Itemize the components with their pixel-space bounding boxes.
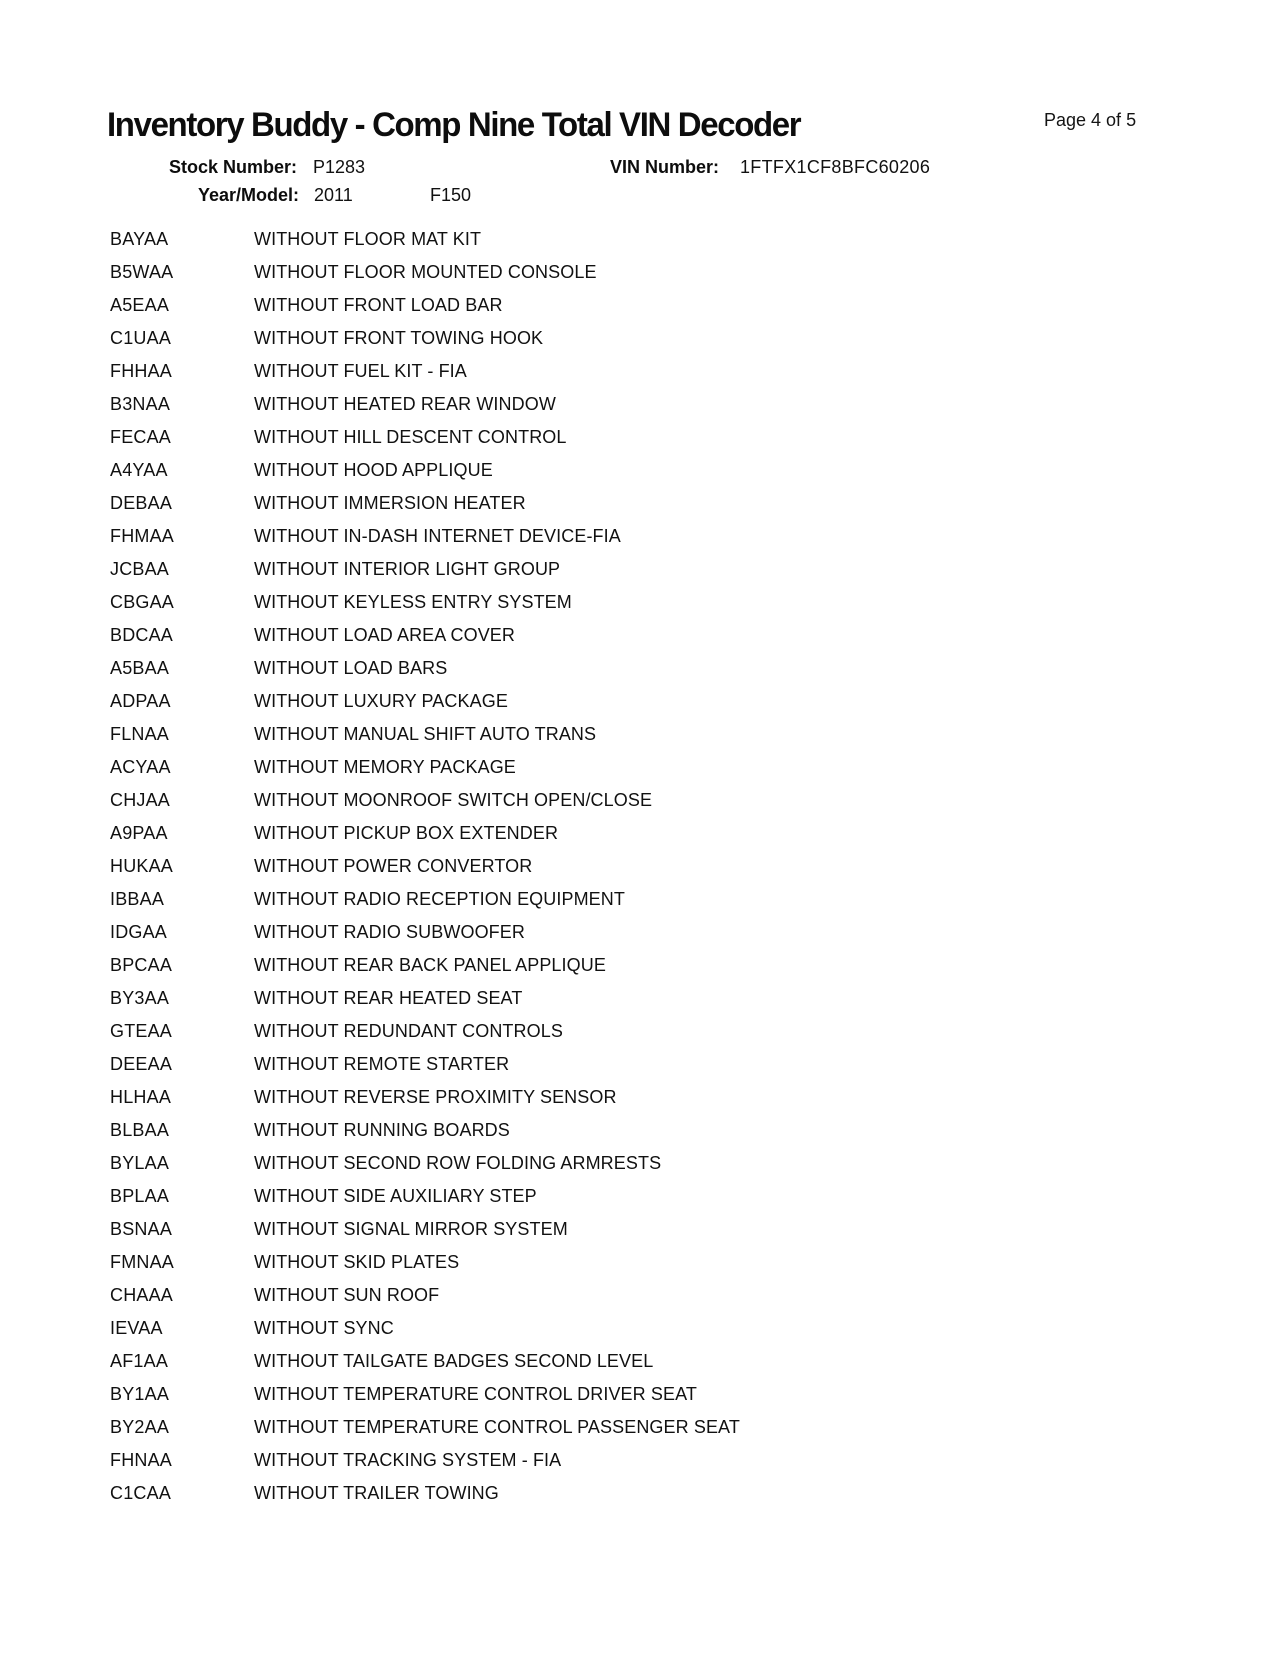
option-row <box>0 1477 1280 1510</box>
option-description: WITHOUT HILL DESCENT CONTROL <box>254 427 567 447</box>
option-code: AF1AA <box>110 1351 169 1371</box>
option-code: FECAA <box>110 427 172 447</box>
option-code: A9PAA <box>110 823 168 843</box>
option-code: GTEAA <box>110 1021 173 1041</box>
option-row <box>0 751 1280 784</box>
option-code: IDGAA <box>110 922 168 942</box>
option-description: WITHOUT TRACKING SYSTEM - FIA <box>254 1450 562 1470</box>
option-row <box>0 883 1280 916</box>
option-code: C1UAA <box>110 328 172 348</box>
option-row <box>0 1081 1280 1114</box>
model-value: F150 <box>430 185 472 205</box>
option-row <box>0 982 1280 1015</box>
option-description: WITHOUT SIDE AUXILIARY STEP <box>254 1186 537 1206</box>
option-row <box>0 520 1280 553</box>
option-description: WITHOUT TRAILER TOWING <box>254 1483 499 1503</box>
option-description: WITHOUT RUNNING BOARDS <box>254 1120 510 1140</box>
option-description: WITHOUT PICKUP BOX EXTENDER <box>254 823 559 843</box>
option-description: WITHOUT FUEL KIT - FIA <box>254 361 467 381</box>
option-description: WITHOUT SYNC <box>254 1318 394 1338</box>
option-code: BDCAA <box>110 625 174 645</box>
stock-number-value: P1283 <box>313 157 366 177</box>
option-row <box>0 916 1280 949</box>
option-description: WITHOUT LOAD AREA COVER <box>254 625 516 645</box>
option-description: WITHOUT FLOOR MOUNTED CONSOLE <box>254 262 597 282</box>
option-code: FHHAA <box>110 361 173 381</box>
year-model-label: Year/Model: <box>197 185 299 205</box>
option-description: WITHOUT RADIO SUBWOOFER <box>254 922 525 942</box>
option-row <box>0 685 1280 718</box>
option-code: BY1AA <box>110 1384 170 1404</box>
option-row <box>0 487 1280 520</box>
option-description: WITHOUT KEYLESS ENTRY SYSTEM <box>254 592 572 612</box>
option-description: WITHOUT INTERIOR LIGHT GROUP <box>254 559 561 579</box>
option-row <box>0 1048 1280 1081</box>
option-code: DEBAA <box>110 493 173 513</box>
option-row <box>0 619 1280 652</box>
vin-number-value: 1FTFX1CF8BFC60206 <box>740 157 931 177</box>
option-description: WITHOUT SIGNAL MIRROR SYSTEM <box>254 1219 568 1239</box>
vin-number-label: VIN Number: <box>610 157 720 177</box>
option-row <box>0 1114 1280 1147</box>
option-row <box>0 1345 1280 1378</box>
option-code: FHMAA <box>110 526 174 546</box>
option-description: WITHOUT SECOND ROW FOLDING ARMRESTS <box>254 1153 662 1173</box>
option-description: WITHOUT LUXURY PACKAGE <box>254 691 508 711</box>
option-code: ADPAA <box>110 691 171 711</box>
option-row <box>0 1444 1280 1477</box>
option-code: HUKAA <box>110 856 174 876</box>
option-row <box>0 1411 1280 1444</box>
option-code: CBGAA <box>110 592 175 612</box>
option-code: DEEAA <box>110 1054 173 1074</box>
option-row <box>0 1312 1280 1345</box>
option-row <box>0 1180 1280 1213</box>
option-row <box>0 553 1280 586</box>
option-row <box>0 454 1280 487</box>
option-code: BLBAA <box>110 1120 170 1140</box>
option-row <box>0 388 1280 421</box>
option-row <box>0 1378 1280 1411</box>
option-code: BY3AA <box>110 988 170 1008</box>
option-code: ACYAA <box>110 757 171 777</box>
option-code: B5WAA <box>110 262 174 282</box>
option-code: HLHAA <box>110 1087 172 1107</box>
option-row <box>0 1246 1280 1279</box>
option-description: WITHOUT MANUAL SHIFT AUTO TRANS <box>254 724 597 744</box>
option-description: WITHOUT IMMERSION HEATER <box>254 493 526 513</box>
option-row <box>0 1213 1280 1246</box>
option-code: BPCAA <box>110 955 173 975</box>
page-title: Inventory Buddy - Comp Nine Total VIN Decoder <box>107 106 801 144</box>
option-code: CHJAA <box>110 790 171 810</box>
option-row <box>0 289 1280 322</box>
option-description: WITHOUT SUN ROOF <box>254 1285 440 1305</box>
option-row <box>0 1015 1280 1048</box>
option-description: WITHOUT FRONT TOWING HOOK <box>254 328 544 348</box>
option-description: WITHOUT FRONT LOAD BAR <box>254 295 503 315</box>
option-description: WITHOUT REMOTE STARTER <box>254 1054 510 1074</box>
option-code: A5BAA <box>110 658 170 678</box>
option-row <box>0 1279 1280 1312</box>
option-code: A5EAA <box>110 295 170 315</box>
option-code: BPLAA <box>110 1186 170 1206</box>
option-code: BY2AA <box>110 1417 170 1437</box>
option-row <box>0 1147 1280 1180</box>
option-code: IEVAA <box>110 1318 163 1338</box>
option-description: WITHOUT SKID PLATES <box>254 1252 460 1272</box>
option-description: WITHOUT RADIO RECEPTION EQUIPMENT <box>254 889 625 909</box>
option-row <box>0 949 1280 982</box>
page-number-indicator: Page 4 of 5 <box>1044 110 1137 130</box>
year-value: 2011 <box>314 185 353 205</box>
option-description: WITHOUT REDUNDANT CONTROLS <box>254 1021 563 1041</box>
option-row <box>0 586 1280 619</box>
option-description: WITHOUT MOONROOF SWITCH OPEN/CLOSE <box>254 790 653 810</box>
option-code: FLNAA <box>110 724 170 744</box>
option-row <box>0 322 1280 355</box>
option-code: BYLAA <box>110 1153 170 1173</box>
option-code: CHAAA <box>110 1285 174 1305</box>
option-description: WITHOUT REVERSE PROXIMITY SENSOR <box>254 1087 617 1107</box>
stock-number-label: Stock Number: <box>168 157 297 177</box>
option-code: A4YAA <box>110 460 168 480</box>
option-description: WITHOUT HEATED REAR WINDOW <box>254 394 556 414</box>
option-code: C1CAA <box>110 1483 172 1503</box>
option-code: BSNAA <box>110 1219 173 1239</box>
option-description: WITHOUT IN-DASH INTERNET DEVICE-FIA <box>254 526 621 546</box>
option-code: IBBAA <box>110 889 165 909</box>
option-description: WITHOUT TEMPERATURE CONTROL DRIVER SEAT <box>254 1384 697 1404</box>
option-code: JCBAA <box>110 559 170 579</box>
option-row <box>0 355 1280 388</box>
option-row <box>0 421 1280 454</box>
option-row <box>0 256 1280 289</box>
option-row <box>0 784 1280 817</box>
option-code: BAYAA <box>110 229 169 249</box>
option-code: B3NAA <box>110 394 171 414</box>
option-row <box>0 718 1280 751</box>
option-row <box>0 223 1280 256</box>
option-row <box>0 850 1280 883</box>
option-row <box>0 652 1280 685</box>
option-description: WITHOUT TEMPERATURE CONTROL PASSENGER SEAT <box>254 1417 740 1437</box>
option-description: WITHOUT MEMORY PACKAGE <box>254 757 516 777</box>
option-description: WITHOUT TAILGATE BADGES SECOND LEVEL <box>254 1351 654 1371</box>
option-code: FMNAA <box>110 1252 174 1272</box>
option-description: WITHOUT HOOD APPLIQUE <box>254 460 493 480</box>
option-description: WITHOUT REAR BACK PANEL APPLIQUE <box>254 955 606 975</box>
option-description: WITHOUT FLOOR MAT KIT <box>254 229 482 249</box>
options-list <box>0 223 1280 1510</box>
option-code: FHNAA <box>110 1450 173 1470</box>
option-description: WITHOUT LOAD BARS <box>254 658 448 678</box>
option-row <box>0 817 1280 850</box>
option-description: WITHOUT REAR HEATED SEAT <box>254 988 523 1008</box>
option-description: WITHOUT POWER CONVERTOR <box>254 856 533 876</box>
